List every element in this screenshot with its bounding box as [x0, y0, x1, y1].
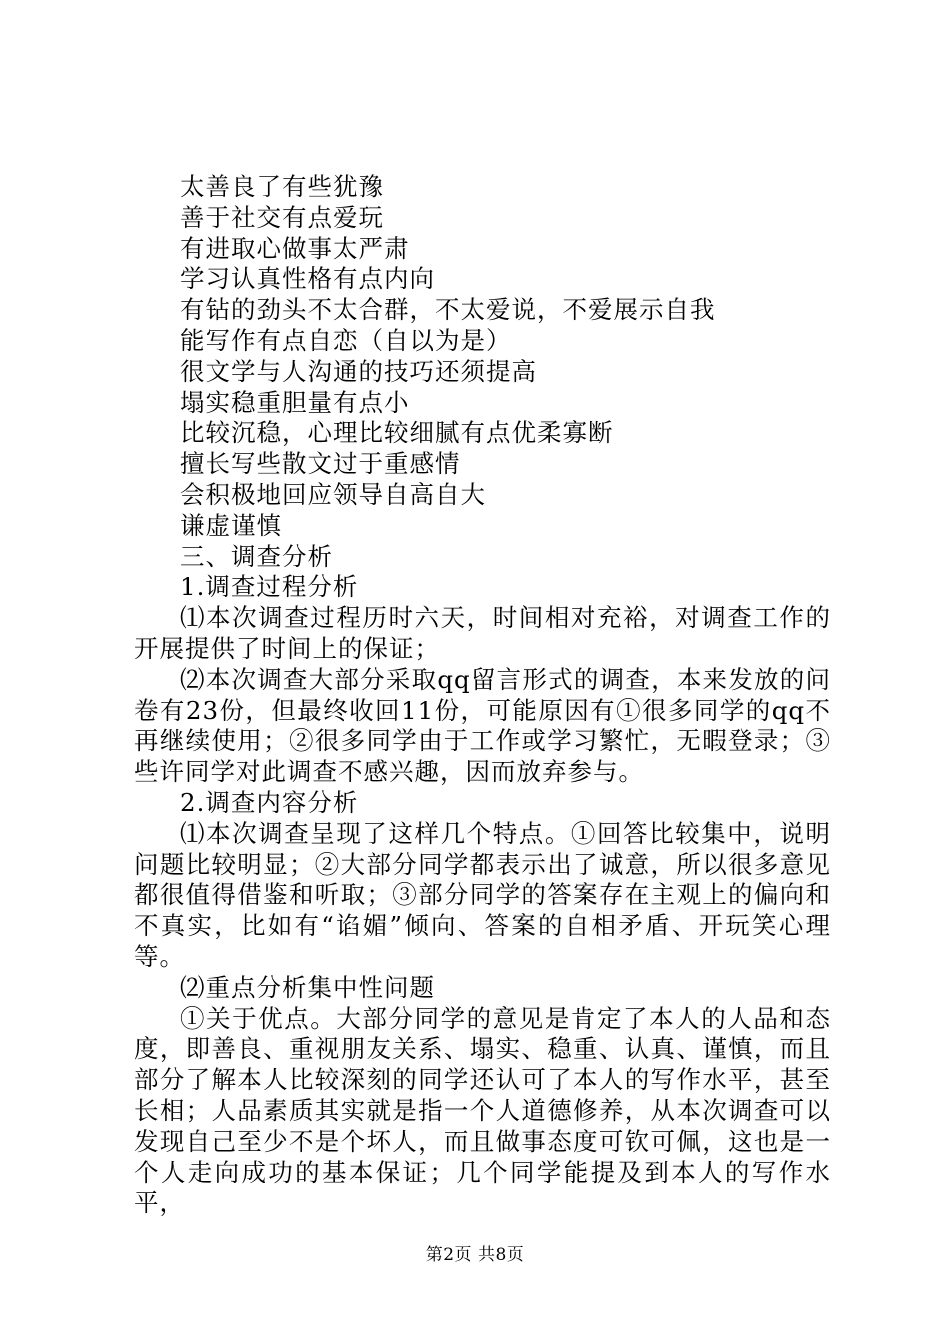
- paragraph: ⑴本次调查呈现了这样几个特点。①回答比较集中，说明问题比较明显；②大部分同学都表示出了诚意，所以很多意见都很值得借鉴和听取；③部分同学的答案存在主观上的偏向和不真实，比如有“谄媚”倾向、答案的自相矛盾、开玩笑心理等。: [134, 818, 831, 971]
- page-footer: 第2页 共8页: [425, 1245, 525, 1265]
- text-line: 会积极地回应领导自高自大: [180, 479, 486, 509]
- subsection-heading: ⑵重点分析集中性问题: [180, 972, 435, 1002]
- text-line: 太善良了有些犹豫: [180, 172, 384, 201]
- text-line: 谦虚谨慎: [180, 510, 282, 540]
- text-line: 有钻的劲头不太合群，不太爱说，不爱展示自我: [180, 295, 716, 325]
- text-line: 有进取心做事太严肃: [180, 233, 410, 263]
- text-line: 善于社交有点爱玩: [180, 202, 384, 232]
- paragraph: ⑵本次调查大部分采取qq留言形式的调查，本来发放的问卷有23份，但最终收回11份，可能原因有①很多同学的qq不再继续使用；②很多同学由于工作或学习繁忙，无暇登录；③些许同学对此调查不感兴趣，因而放弃参与。: [134, 664, 831, 787]
- text-line: 擅长写些散文过于重感情: [180, 449, 461, 479]
- text-line: 比较沉稳，心理比较细腻有点优柔寡断: [180, 418, 614, 448]
- paragraph: ①关于优点。大部分同学的意见是肯定了本人的人品和态度，即善良、重视朋友关系、塌实、稳重、认真、谨慎，而且部分了解本人比较深刻的同学还认可了本人的写作水平，甚至长相；人品素质其实就是指一个人道德修养，从本次调查可以发现自己至少不是个坏人，而且做事态度可钦可佩，这也是一个人走向成功的基本保证；几个同学能提及到本人的写作水平，: [134, 1003, 831, 1218]
- text-line: 塌实稳重胆量有点小: [180, 387, 410, 417]
- paragraph: ⑴本次调查过程历时六天，时间相对充裕，对调查工作的开展提供了时间上的保证；: [134, 603, 831, 663]
- text-line: 学习认真性格有点内向: [180, 264, 435, 294]
- text-line: 能写作有点自恋（自以为是）: [180, 325, 512, 355]
- subsection-heading: 1.调查过程分析: [180, 572, 359, 602]
- subsection-heading: 2.调查内容分析: [180, 787, 359, 817]
- document-body: [134, 172, 831, 1219]
- section-heading: 三、调查分析: [180, 541, 333, 571]
- text-line: 很文学与人沟通的技巧还须提高: [180, 356, 537, 386]
